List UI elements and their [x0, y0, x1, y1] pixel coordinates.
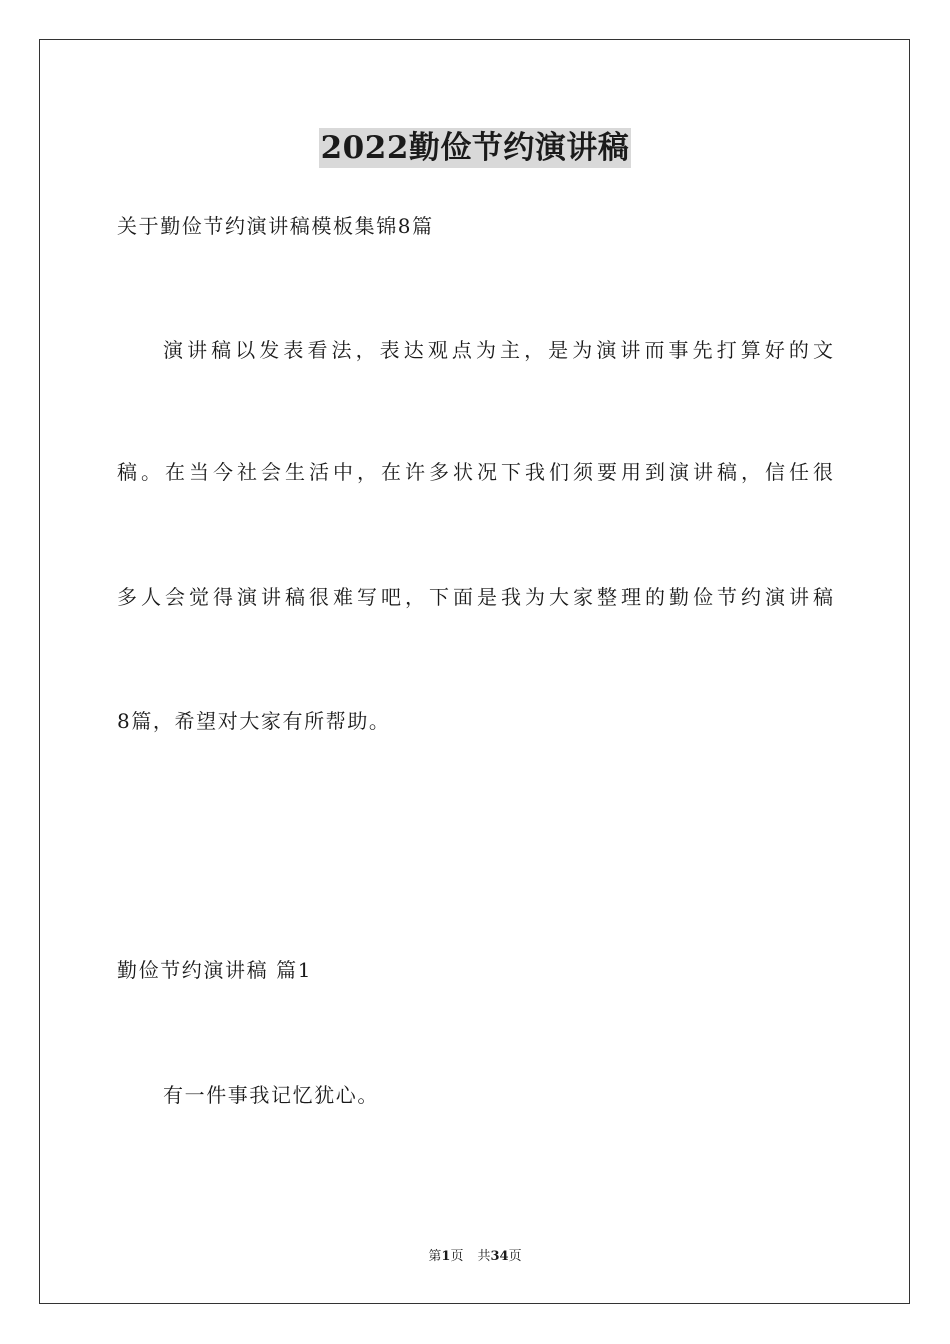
document-title: 2022勤俭节约演讲稿	[320, 130, 630, 166]
intro-line-2: 稿。在当今社会生活中，在许多状况下我们须要用到演讲稿，信任很	[117, 460, 833, 484]
document-subtitle: 关于勤俭节约演讲稿模板集锦8篇	[117, 214, 434, 238]
footer-page-prefix: 第	[428, 1249, 442, 1264]
page-footer	[0, 1248, 950, 1266]
intro-line-1: 演讲稿以发表看法，表达观点为主，是为演讲而事先打算好的文	[163, 338, 833, 362]
footer-page-suffix: 页	[450, 1249, 464, 1264]
title-container	[0, 128, 950, 168]
section-first-line: 有一件事我记忆犹心。	[163, 1083, 379, 1107]
intro-line-4: 8篇，希望对大家有所帮助。	[117, 709, 391, 733]
footer-total-suffix: 页	[508, 1249, 522, 1264]
footer-page-total: 34	[490, 1249, 509, 1264]
footer-total-prefix: 共	[477, 1249, 491, 1264]
intro-line-3: 多人会觉得演讲稿很难写吧，下面是我为大家整理的勤俭节约演讲稿	[117, 585, 833, 609]
section-heading: 勤俭节约演讲稿 篇1	[117, 958, 313, 982]
footer-page-current: 1	[441, 1249, 451, 1264]
